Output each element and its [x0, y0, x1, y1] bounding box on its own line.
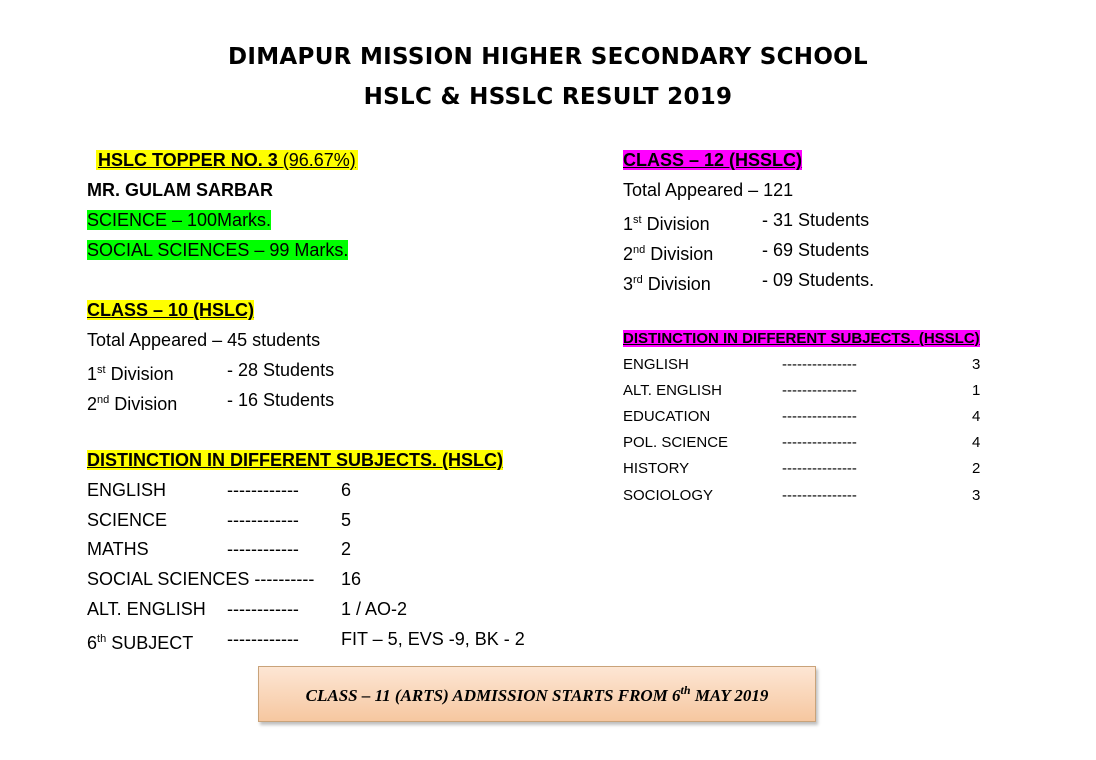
class10-division-2: 2nd Division: [87, 394, 178, 414]
class10-division-2-value: - 16 Students: [227, 390, 335, 410]
hslc-dash: ------------: [227, 629, 299, 649]
hslc-value: 6: [341, 480, 352, 500]
topper-heading-text: HSLC TOPPER NO. 3: [98, 150, 283, 170]
class10-division-1-value: - 28 Students: [227, 360, 335, 380]
hsslc-dash: ---------------: [782, 434, 857, 451]
hslc-subject: SOCIAL SCIENCES ----------: [87, 569, 315, 589]
hslc-subject: 6th SUBJECT: [87, 633, 194, 653]
hsslc-dash: ---------------: [782, 460, 857, 477]
class12-division-3: 3rd Division: [623, 274, 711, 294]
hsslc-value: 4: [972, 408, 981, 425]
class10-total: Total Appeared – 45 students: [87, 330, 321, 350]
hsslc-dash: ---------------: [782, 487, 857, 504]
topper-heading: [96, 148, 358, 172]
topper-score: (96.67%): [282, 150, 356, 170]
hslc-value: 2: [341, 539, 352, 559]
hslc-subject: SCIENCE: [87, 510, 168, 530]
class12-heading: CLASS – 12 (HSSLC): [623, 150, 803, 170]
hsslc-subject: HISTORY: [623, 460, 690, 477]
topper-science: SCIENCE – 100Marks.: [87, 210, 272, 230]
class12-total: Total Appeared – 121: [623, 180, 794, 200]
hslc-dash: ------------: [227, 599, 299, 619]
hslc-subject: ALT. ENGLISH: [87, 599, 206, 619]
topper-social: SOCIAL SCIENCES – 99 Marks.: [87, 240, 349, 260]
class10-division-1: 1st Division: [87, 364, 174, 384]
hsslc-distinction-heading: DISTINCTION IN DIFFERENT SUBJECTS. (HSSLC): [623, 330, 980, 347]
hslc-subject: ENGLISH: [87, 480, 167, 500]
hslc-dash: ------------: [227, 539, 299, 559]
hslc-value: 5: [341, 510, 352, 530]
hsslc-value: 4: [972, 434, 981, 451]
class12-division-2-value: - 69 Students: [762, 240, 870, 260]
hslc-value: 1 / AO-2: [341, 599, 408, 619]
admission-banner: [258, 666, 816, 722]
hsslc-value: 2: [972, 460, 981, 477]
hslc-subject: MATHS: [87, 539, 149, 559]
class12-division-1: 1st Division: [623, 214, 710, 234]
hslc-value: 16: [341, 569, 362, 589]
school-title: DIMAPUR MISSION HIGHER SECONDARY SCHOOL: [228, 44, 868, 70]
hslc-distinction-heading: DISTINCTION IN DIFFERENT SUBJECTS. (HSLC): [87, 450, 504, 470]
class12-division-2: 2nd Division: [623, 244, 714, 264]
hsslc-subject: ENGLISH: [623, 356, 689, 373]
hsslc-value: 3: [972, 356, 981, 373]
hsslc-dash: ---------------: [782, 382, 857, 399]
hsslc-dash: ---------------: [782, 408, 857, 425]
hslc-dash: ------------: [227, 510, 299, 530]
hsslc-value: 1: [972, 382, 981, 399]
banner-text: CLASS – 11 (ARTS) ADMISSION STARTS FROM 6th MAY 2019: [305, 682, 769, 705]
hsslc-subject: EDUCATION: [623, 408, 711, 425]
class12-division-1-value: - 31 Students: [762, 210, 870, 230]
hsslc-value: 3: [972, 487, 981, 504]
hslc-dash: ------------: [227, 480, 299, 500]
hsslc-subject: SOCIOLOGY: [623, 487, 714, 504]
result-title: HSLC & HSSLC RESULT 2019: [363, 84, 733, 110]
hsslc-dash: ---------------: [782, 356, 857, 373]
hslc-value: FIT – 5, EVS -9, BK - 2: [341, 629, 525, 649]
hsslc-subject: ALT. ENGLISH: [623, 382, 722, 399]
topper-name: MR. GULAM SARBAR: [87, 180, 273, 200]
class12-division-3-value: - 09 Students.: [762, 270, 875, 290]
hsslc-subject: POL. SCIENCE: [623, 434, 729, 451]
class10-heading: CLASS – 10 (HSLC): [87, 300, 255, 320]
